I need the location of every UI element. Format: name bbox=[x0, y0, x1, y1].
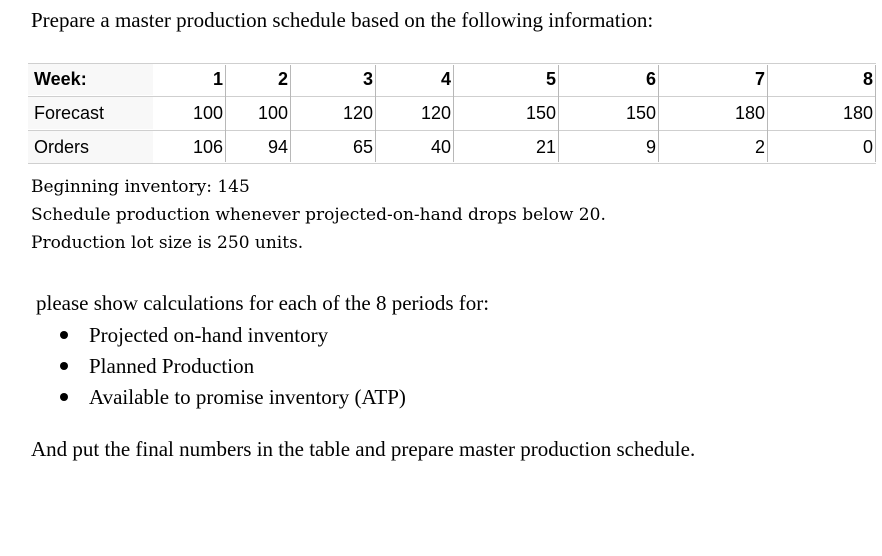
bullet-icon bbox=[60, 393, 68, 401]
table-cell: 2 bbox=[754, 137, 765, 157]
lot-size-note: Production lot size is 250 units. bbox=[31, 233, 304, 253]
table-column-divider bbox=[658, 65, 659, 162]
bullet-icon bbox=[60, 362, 68, 370]
table-cell: 150 bbox=[525, 103, 556, 123]
requirement-item bbox=[58, 382, 406, 413]
table-column-divider bbox=[875, 65, 876, 162]
request-text: please show calculations for each of the 8 periods for: bbox=[36, 291, 490, 315]
table-cell: 94 bbox=[267, 137, 288, 157]
requirement-item bbox=[58, 320, 406, 351]
requirement-text: Available to promise inventory (ATP) bbox=[89, 385, 406, 409]
table-cell: 180 bbox=[734, 103, 765, 123]
week-header-cell: 3 bbox=[362, 69, 373, 89]
table-cell: 9 bbox=[645, 137, 656, 157]
table-cell: 120 bbox=[420, 103, 451, 123]
reorder-rule-note: Schedule production whenever projected-on-hand drops below 20. bbox=[31, 205, 606, 225]
table-column-divider bbox=[290, 65, 291, 162]
table-row-divider bbox=[28, 63, 876, 64]
table-column-divider bbox=[453, 65, 454, 162]
week-header-cell: 1 bbox=[212, 69, 223, 89]
row-label: Week: bbox=[28, 63, 153, 95]
table-cell: 100 bbox=[192, 103, 223, 123]
table-row-divider bbox=[28, 130, 876, 131]
week-header-cell: 7 bbox=[754, 69, 765, 89]
mps-input-table bbox=[28, 63, 876, 164]
requirement-item bbox=[58, 351, 406, 382]
table-cell: 106 bbox=[192, 137, 223, 157]
bullet-icon bbox=[60, 331, 68, 339]
beginning-inventory-note: Beginning inventory: 145 bbox=[31, 177, 250, 197]
table-cell: 0 bbox=[862, 137, 873, 157]
table-cell: 150 bbox=[625, 103, 656, 123]
week-header-cell: 2 bbox=[277, 69, 288, 89]
table-cell: 100 bbox=[257, 103, 288, 123]
requirement-text: Planned Production bbox=[89, 354, 255, 378]
week-header-cell: 5 bbox=[545, 69, 556, 89]
problem-conditions bbox=[31, 173, 606, 257]
week-header-cell: 8 bbox=[862, 69, 873, 89]
table-cell: 180 bbox=[842, 103, 873, 123]
row-label: Forecast bbox=[28, 97, 153, 129]
requirement-text: Projected on-hand inventory bbox=[89, 323, 329, 347]
table-row-divider bbox=[28, 96, 876, 97]
table-cell: 120 bbox=[342, 103, 373, 123]
table-column-divider bbox=[558, 65, 559, 162]
table-column-divider bbox=[767, 65, 768, 162]
week-header-cell: 4 bbox=[440, 69, 451, 89]
table-cell: 65 bbox=[352, 137, 373, 157]
table-column-divider bbox=[375, 65, 376, 162]
week-header-cell: 6 bbox=[645, 69, 656, 89]
requirements-list bbox=[58, 320, 406, 413]
table-row-divider bbox=[28, 163, 876, 164]
row-label: Orders bbox=[28, 131, 153, 163]
closing-instruction: And put the final numbers in the table and prepare master production schedule. bbox=[31, 437, 696, 461]
table-column-divider bbox=[225, 65, 226, 162]
table-cell: 40 bbox=[430, 137, 451, 157]
table-cell: 21 bbox=[535, 137, 556, 157]
page-heading: Prepare a master production schedule based on the following information: bbox=[31, 8, 654, 32]
